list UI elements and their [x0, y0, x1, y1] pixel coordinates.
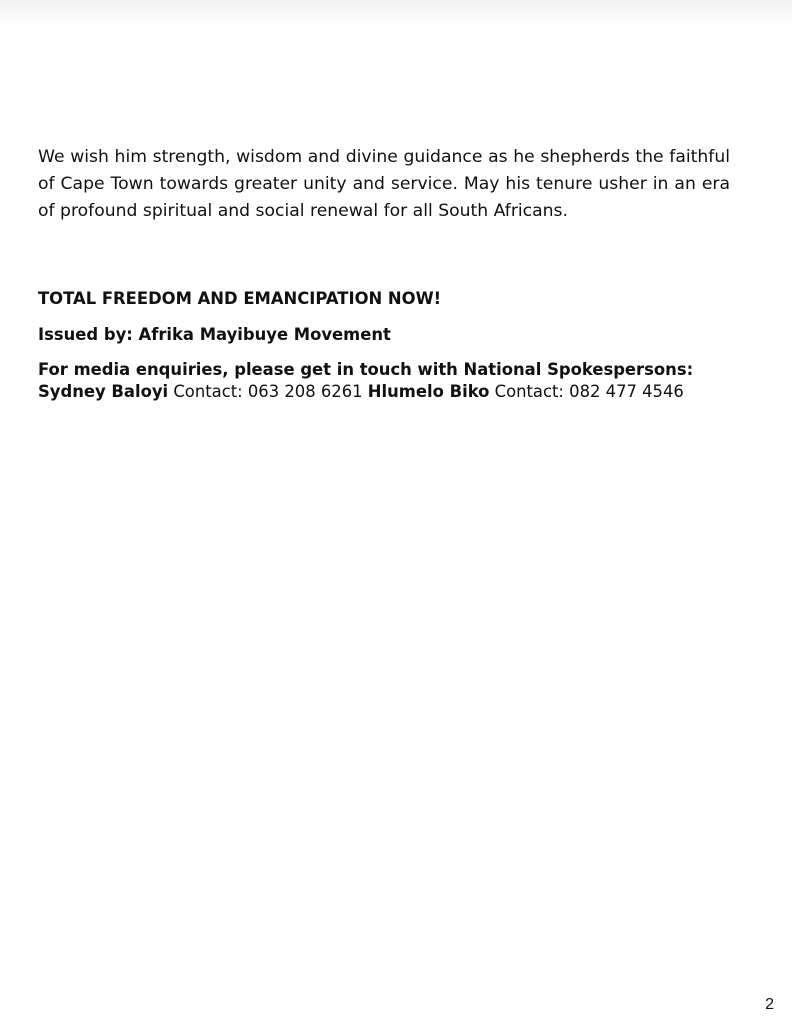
slogan-heading: TOTAL FREEDOM AND EMANCIPATION NOW!: [38, 289, 442, 308]
spokesperson-1-contact: Contact: 063 208 6261: [173, 382, 363, 401]
media-enquiries-intro: For media enquiries, please get in touch with National Spokespersons:: [38, 360, 694, 379]
media-enquiries-block: [38, 359, 730, 403]
closing-paragraph: We wish him strength, wisdom and divine guidance as he shepherds the faithful of Cape Town towards greater unity and service. May his tenure usher in an era of profound spiritual and social renewal for all South Africans.: [38, 147, 730, 221]
spokesperson-2-name: Hlumelo Biko: [367, 382, 490, 401]
document-page-content: [38, 144, 730, 403]
spokesperson-2-contact: Contact: 082 477 4546: [494, 382, 684, 401]
spokesperson-1-name: Sydney Baloyi: [38, 382, 169, 401]
issued-by-line: Issued by: Afrika Mayibuye Movement: [38, 325, 391, 344]
page-number: 2: [765, 996, 774, 1013]
top-page-shadow: [0, 0, 792, 26]
